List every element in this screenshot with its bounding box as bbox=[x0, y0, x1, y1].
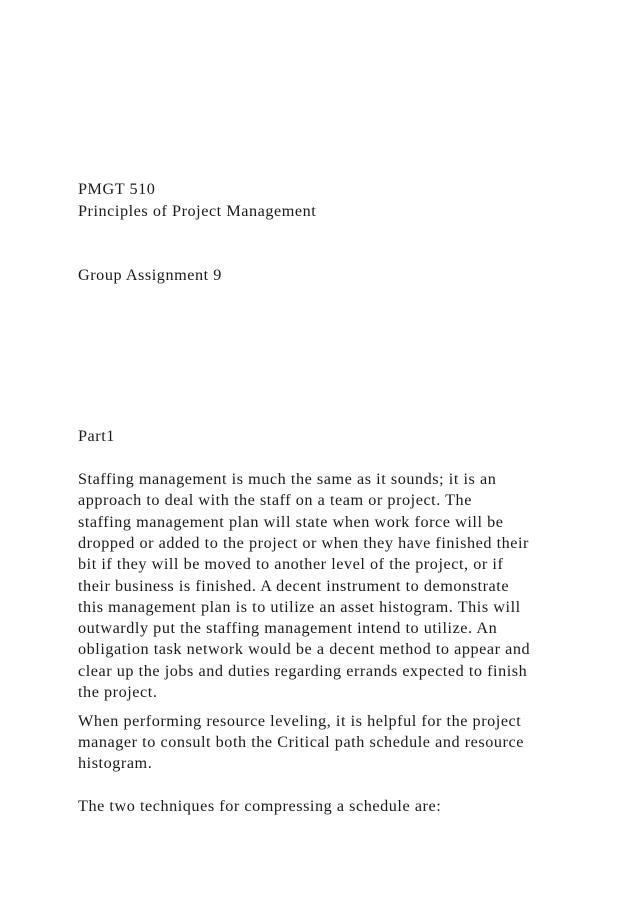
paragraph-line: dropped or added to the project or when they have finished their bbox=[78, 534, 529, 552]
paragraph-line: clear up the jobs and duties regarding errands expected to finish bbox=[78, 662, 528, 680]
paragraph-line: approach to deal with the staff on a team or project. The bbox=[78, 491, 472, 509]
paragraph-line: staffing management plan will state when work force will be bbox=[78, 513, 504, 531]
paragraph-line: the project. bbox=[78, 683, 158, 701]
course-code: PMGT 510 bbox=[78, 180, 156, 198]
paragraph-line: The two techniques for compressing a schedule are: bbox=[78, 797, 442, 815]
paragraph-line: their business is finished. A decent instrument to demonstrate bbox=[78, 577, 510, 595]
paragraph-line: outwardly put the staffing management intend to utilize. An bbox=[78, 619, 498, 637]
paragraph-line: manager to consult both the Critical path schedule and resource bbox=[78, 733, 524, 751]
paragraph-line: histogram. bbox=[78, 754, 153, 772]
paragraph-line: this management plan is to utilize an asset histogram. This will bbox=[78, 598, 521, 616]
paragraph-line: Staffing management is much the same as it sounds; it is an bbox=[78, 470, 497, 488]
paragraph-line: obligation task network would be a decent method to appear and bbox=[78, 640, 531, 658]
paragraph-line: When performing resource leveling, it is helpful for the project bbox=[78, 712, 522, 730]
paragraph-line: bit if they will be moved to another level of the project, or if bbox=[78, 555, 504, 573]
course-title: Principles of Project Management bbox=[78, 202, 317, 220]
section-heading: Part1 bbox=[78, 427, 115, 445]
assignment-title: Group Assignment 9 bbox=[78, 266, 222, 284]
